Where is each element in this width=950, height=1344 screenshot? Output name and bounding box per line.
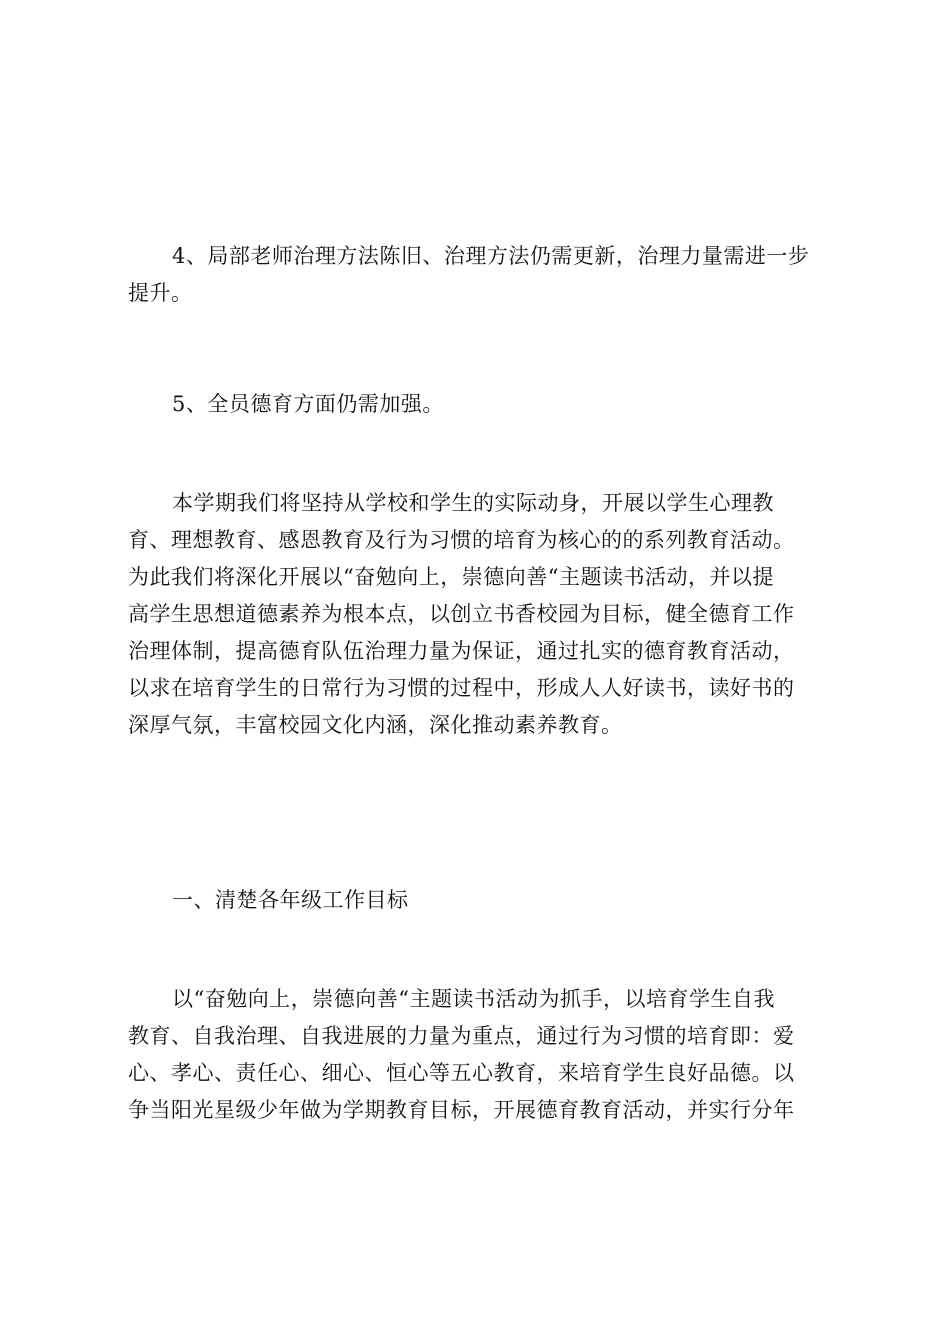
- text-line: 育、理想教育、感恩教育及行为习惯的培育为核心的的系列教育活动。: [128, 528, 795, 552]
- text-line: 以“奋勉向上，崇德向善“主题读书活动为抓手，以培育学生自我: [172, 987, 775, 1011]
- paragraph-item-4: [128, 238, 828, 312]
- text-line: 高学生思想道德素养为根本点，以创立书香校园为目标，健全德育工作: [128, 602, 795, 626]
- paragraph-item-5: [128, 386, 828, 423]
- text-line: 提升。: [128, 281, 193, 305]
- text-line: 以求在培育学生的日常行为习惯的过程中，形成人人好读书，读好书的: [128, 676, 795, 700]
- text-line: 治理体制，提高德育队伍治理力量为保证，通过扎实的德育教育活动，: [128, 639, 795, 663]
- text-line: 一、清楚各年级工作目标: [172, 888, 409, 912]
- text-line: 心、孝心、责任心、细心、恒心等五心教育，来培育学生良好品德。以: [128, 1061, 795, 1085]
- text-line: 5、全员德育方面仍需加强。: [172, 392, 444, 416]
- text-line: 本学期我们将坚持从学校和学生的实际动身，开展以学生心理教: [172, 491, 774, 515]
- text-line: 教育、自我治理、自我进展的力量为重点，通过行为习惯的培育即：爱: [128, 1024, 795, 1048]
- text-line: 4、局部老师治理方法陈旧、治理方法仍需更新，治理力量需进一步: [172, 244, 810, 268]
- text-line: 争当阳光星级少年做为学期教育目标，开展德育教育活动，并实行分年: [128, 1098, 795, 1122]
- text-line: 深厚气氛，丰富校园文化内涵，深化推动素养教育。: [128, 713, 623, 737]
- paragraph-semester-plan: [128, 485, 828, 744]
- paragraph-grade-goals: [128, 981, 828, 1129]
- text-line: 为此我们将深化开展以“奋勉向上，崇德向善“主题读书活动，并以提: [128, 565, 774, 589]
- section-heading: [128, 882, 828, 919]
